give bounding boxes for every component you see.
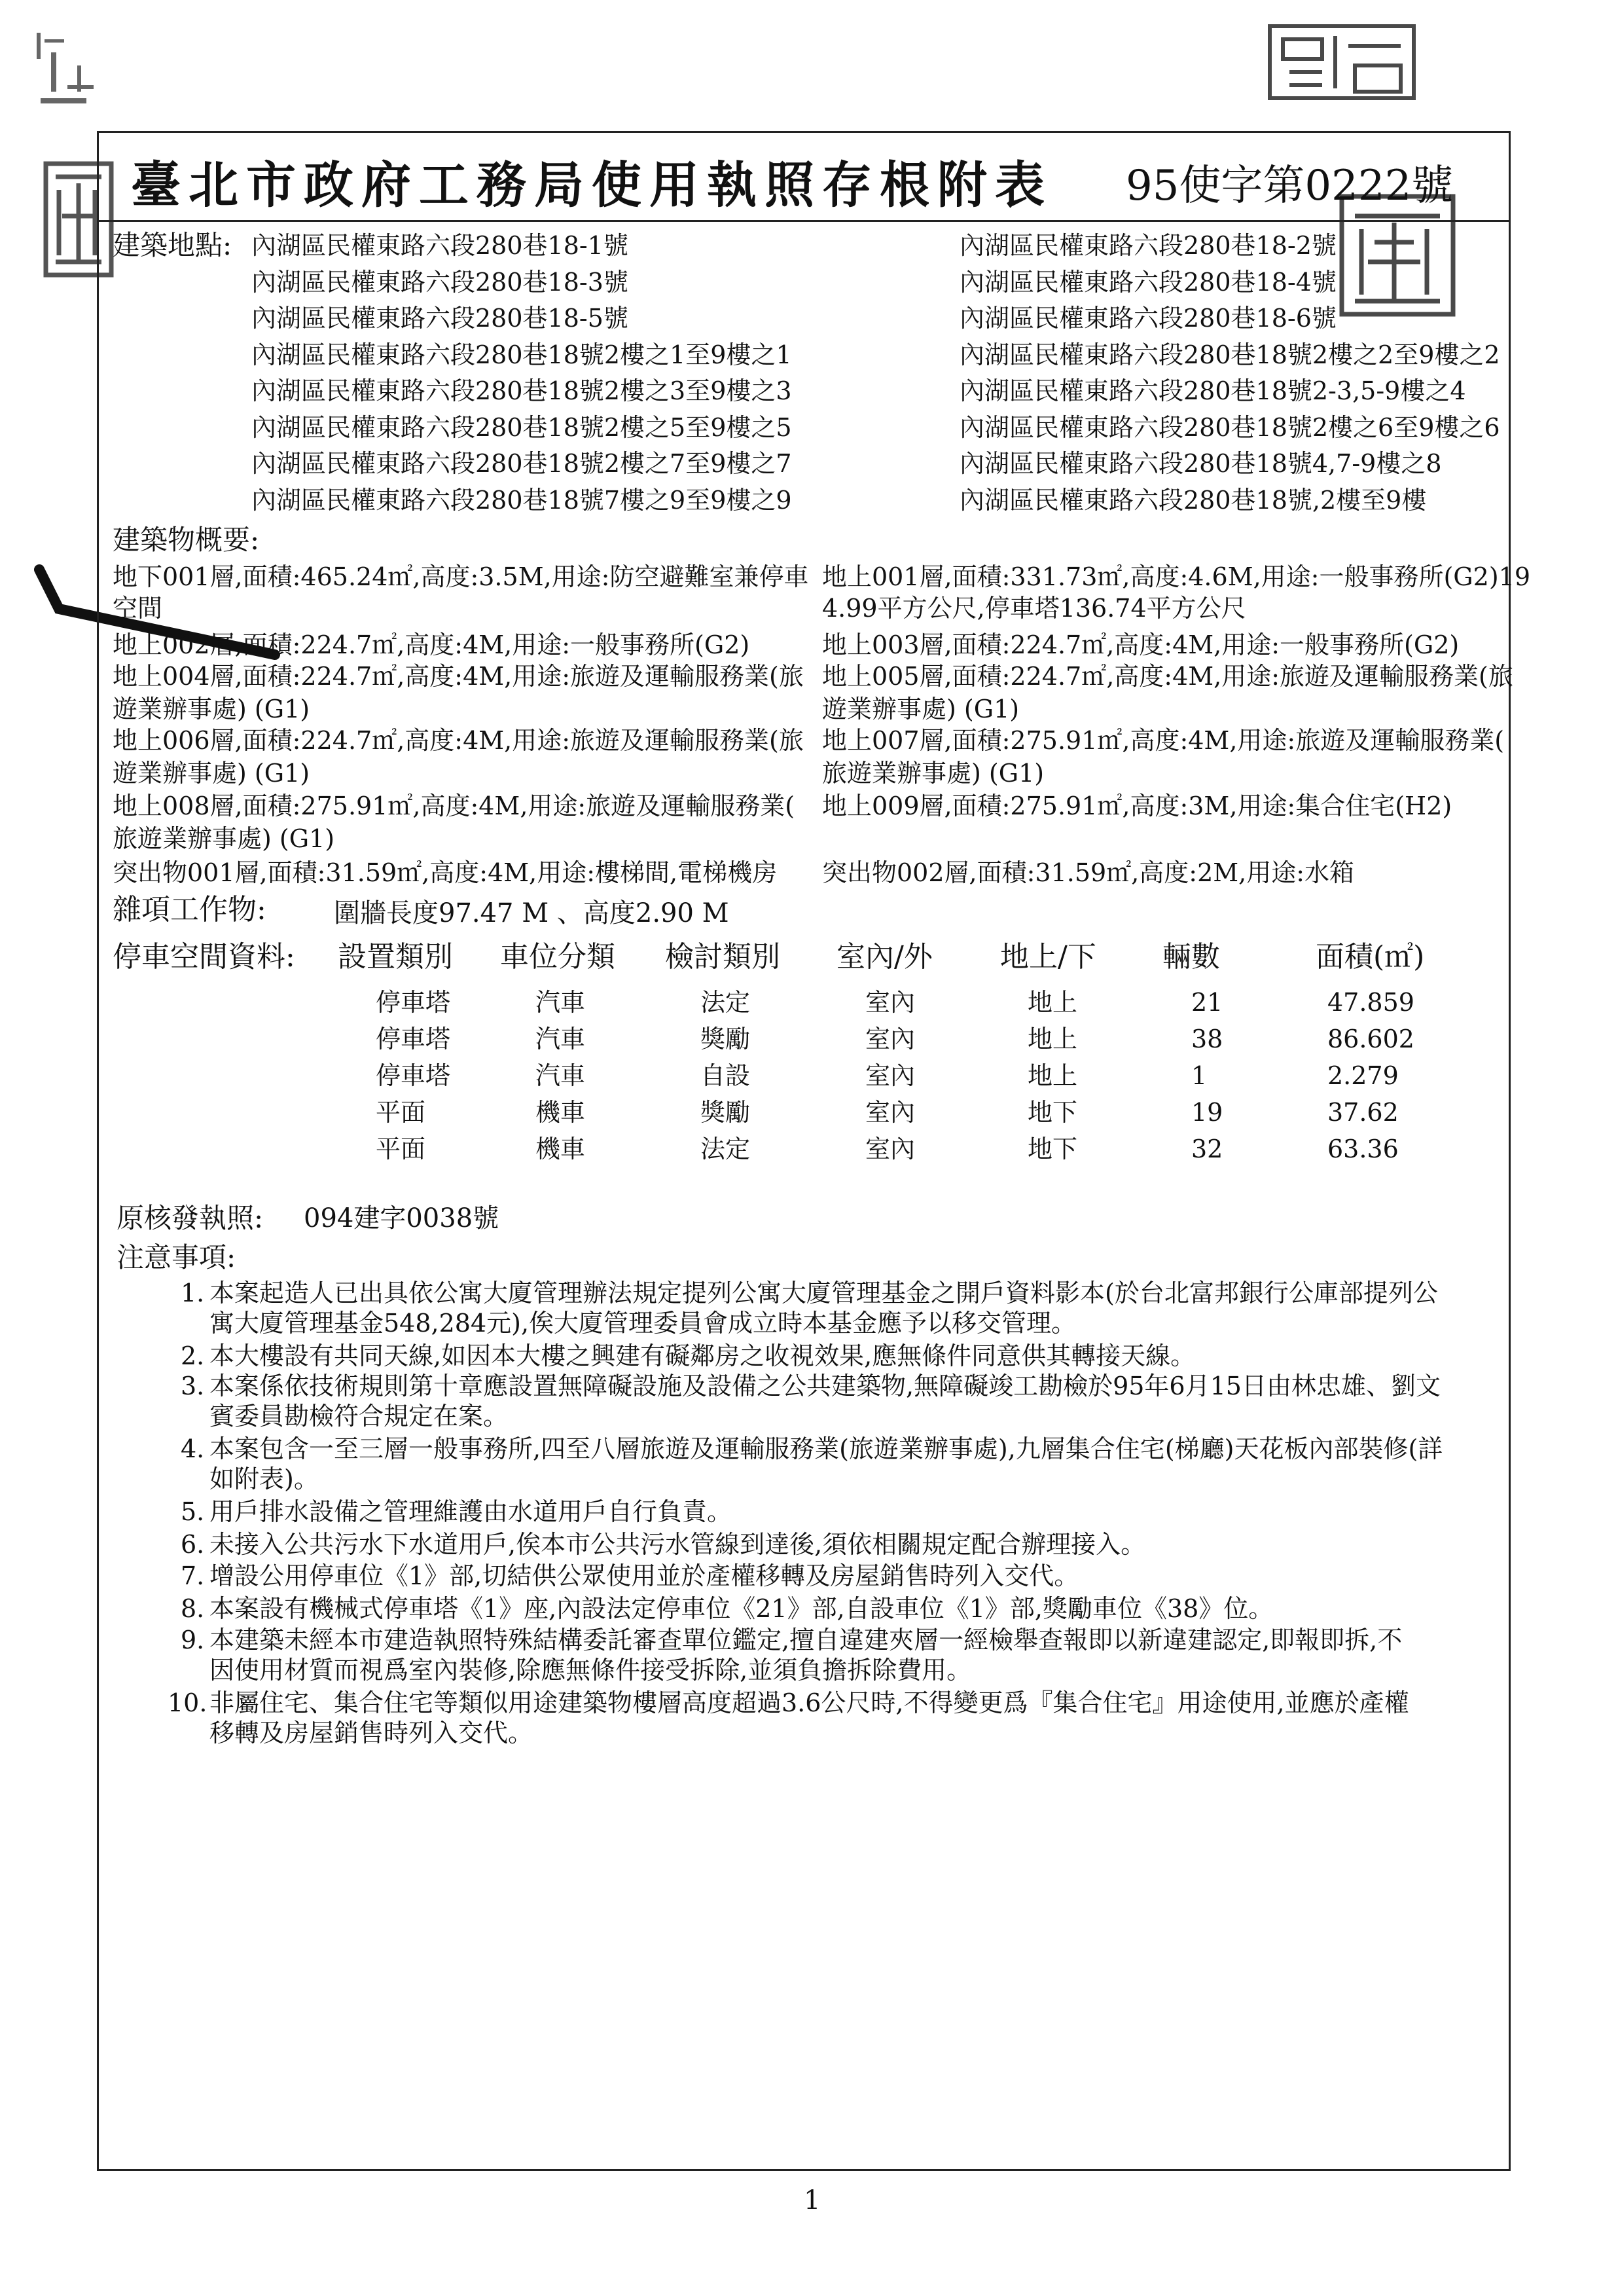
note-number: 5. [181,1497,205,1526]
title-divider [97,220,1511,222]
parking-cell: 平面 [376,1098,426,1127]
parking-cell: 停車塔 [376,1025,451,1053]
note-number: 7. [181,1561,205,1590]
building-summary-label: 建築物概要: [113,524,260,556]
parking-cell: 32 [1191,1135,1223,1163]
parking-cell: 38 [1191,1025,1223,1053]
address-item: 內湖區民權東路六段280巷18-1號 [251,231,628,260]
note-text: 非屬住宅、集合住宅等類似用途建築物樓層高度超過3.6公尺時,不得變更爲『集合住宅』用途使用,並應於產權 [209,1688,1409,1717]
building-line-right: 4.99平方公尺,停車塔136.74平方公尺 [822,594,1246,623]
parking-cell: 室內 [865,1025,916,1053]
address-item: 內湖區民權東路六段280巷18號2樓之6至9樓之6 [960,412,1500,442]
building-line-left: 空間 [113,594,163,623]
parking-column-header: 設置類別 [338,940,453,974]
parking-cell: 1 [1191,1061,1208,1090]
address-item: 內湖區民權東路六段280巷18-2號 [960,231,1337,260]
parking-cell: 機車 [535,1135,586,1163]
building-line-left: 遊業辦事處) (G1) [113,695,310,723]
building-line-left: 地上006層,面積:224.7㎡,高度:4M,用途:旅遊及運輸服務業(旅 [113,726,804,755]
parking-cell: 汽車 [535,988,586,1017]
parking-cell: 地上 [1028,1061,1078,1090]
building-line-right: 突出物002層,面積:31.59㎡,高度:2M,用途:水箱 [822,858,1355,887]
parking-cell: 地上 [1028,988,1078,1017]
address-item: 內湖區民權東路六段280巷18號2樓之1至9樓之1 [251,340,792,369]
address-item: 內湖區民權東路六段280巷18號2樓之7至9樓之7 [251,449,792,478]
note-number: 2. [181,1341,205,1370]
address-item: 內湖區民權東路六段280巷18號2樓之2至9樓之2 [960,340,1500,369]
parking-cell: 86.602 [1327,1025,1414,1053]
note-text: 增設公用停車位《1》部,切結供公眾使用並於產權移轉及房屋銷售時列入交代。 [209,1561,1079,1590]
address-item: 內湖區民權東路六段280巷18號,2樓至9樓 [960,485,1427,515]
building-line-left: 遊業辦事處) (G1) [113,759,310,788]
parking-cell: 自設 [700,1061,751,1090]
misc-works-value: 圍牆長度97.47 M 、高度2.90 M [334,898,729,928]
address-label: 建築地點: [113,229,232,261]
parking-cell: 機車 [535,1098,586,1127]
parking-cell: 停車塔 [376,988,451,1017]
address-item: 內湖區民權東路六段280巷18號2樓之3至9樓之3 [251,376,792,405]
parking-cell: 室內 [865,1098,916,1127]
parking-label: 停車空間資料: [113,940,295,974]
parking-cell: 地上 [1028,1025,1078,1053]
note-number: 8. [181,1594,205,1623]
document-title: 臺北市政府工務局使用執照存根附表 [131,156,1052,214]
original-license-label: 原核發執照: [117,1202,264,1234]
building-line-left: 地上008層,面積:275.91㎡,高度:4M,用途:旅遊及運輸服務業( [113,792,795,820]
parking-cell: 室內 [865,988,916,1017]
parking-cell: 汽車 [535,1025,586,1053]
address-item: 內湖區民權東路六段280巷18號2樓之5至9樓之5 [251,412,792,442]
parking-cell: 地下 [1028,1135,1078,1163]
address-item: 內湖區民權東路六段280巷18號4,7-9樓之8 [960,449,1442,478]
note-text-continued: 移轉及房屋銷售時列入交代。 [209,1719,533,1747]
building-line-left: 地下001層,面積:465.24㎡,高度:3.5M,用途:防空避難室兼停車 [113,562,809,591]
building-line-left: 地上002層,面積:224.7㎡,高度:4M,用途:一般事務所(G2) [113,630,750,659]
note-text: 本建築未經本市建造執照特殊結構委託審查單位鑑定,擅自違建夾層一經檢舉查報即以新違建認定,即報即拆,不 [209,1626,1403,1654]
note-text: 本案起造人已出具依公寓大廈管理辦法規定提列公寓大廈管理基金之開戶資料影本(於台北富邦銀行公庫部提列公 [209,1279,1438,1307]
building-line-right: 遊業辦事處) (G1) [822,695,1020,723]
parking-column-header: 面積(㎡) [1316,940,1425,974]
note-text: 本案包含一至三層一般事務所,四至八層旅遊及運輸服務業(旅遊業辦事處),九層集合住宅(梯廳)天花板內部裝修(詳 [209,1434,1443,1463]
parking-cell: 法定 [700,1135,751,1163]
note-number: 10. [168,1688,207,1717]
parking-cell: 47.859 [1327,988,1414,1017]
misc-works-label: 雜項工作物: [113,893,266,926]
parking-cell: 37.62 [1327,1098,1399,1127]
address-item: 內湖區民權東路六段280巷18-6號 [960,304,1337,333]
parking-cell: 法定 [700,988,751,1017]
parking-cell: 獎勵 [700,1025,751,1053]
parking-cell: 63.36 [1327,1135,1399,1163]
note-text: 未接入公共污水下水道用戶,俟本市公共污水管線到達後,須依相關規定配合辦理接入。 [209,1530,1146,1559]
parking-cell: 2.279 [1327,1061,1399,1090]
building-line-left: 旅遊業辦事處) (G1) [113,824,335,853]
parking-cell: 室內 [865,1135,916,1163]
note-number: 1. [181,1279,205,1307]
note-text-continued: 如附表)。 [209,1465,319,1493]
note-text: 本大樓設有共同天線,如因本大樓之興建有礙鄰房之收視效果,應無條件同意供其轉接天線。 [209,1341,1196,1370]
building-line-right: 地上003層,面積:224.7㎡,高度:4M,用途:一般事務所(G2) [822,630,1460,659]
building-line-left: 突出物001層,面積:31.59㎡,高度:4M,用途:樓梯間,電梯機房 [113,858,778,887]
address-item: 內湖區民權東路六段280巷18-5號 [251,304,628,333]
building-line-right: 地上005層,面積:224.7㎡,高度:4M,用途:旅遊及運輸服務業(旅 [822,662,1513,691]
building-line-left: 地上004層,面積:224.7㎡,高度:4M,用途:旅遊及運輸服務業(旅 [113,662,804,691]
building-line-right: 地上001層,面積:331.73㎡,高度:4.6M,用途:一般事務所(G2)19 [822,562,1531,591]
parking-column-header: 室內/外 [836,940,933,974]
parking-cell: 獎勵 [700,1098,751,1127]
parking-cell: 室內 [865,1061,916,1090]
note-number: 9. [181,1626,205,1654]
note-number: 6. [181,1530,205,1559]
parking-cell: 平面 [376,1135,426,1163]
original-license-value: 094建字0038號 [304,1203,499,1233]
parking-cell: 停車塔 [376,1061,451,1090]
note-text-continued: 寓大廈管理基金548,284元),俟大廈管理委員會成立時本基金應予以移交管理。 [209,1309,1077,1338]
parking-cell: 21 [1191,988,1223,1017]
seal-stamp-top-right [1263,20,1420,105]
corner-stamp-mark [31,26,103,118]
parking-cell: 19 [1191,1098,1223,1127]
page-number: 1 [804,2185,821,2215]
parking-column-header: 檢討類別 [665,940,780,974]
parking-cell: 汽車 [535,1061,586,1090]
parking-cell: 地下 [1028,1098,1078,1127]
document-number: 95使字第0222號 [1126,162,1454,210]
note-text-continued: 因使用材質而視爲室內裝修,除應無條件接受拆除,並須負擔拆除費用。 [209,1656,972,1685]
note-text: 用戶排水設備之管理維護由水道用戶自行負責。 [209,1497,732,1526]
note-text: 本案設有機械式停車塔《1》座,內設法定停車位《21》部,自設車位《1》部,獎勵車位《38》位。 [209,1594,1274,1623]
parking-column-header: 輛數 [1162,940,1220,974]
notes-label: 注意事項: [117,1241,236,1273]
note-number: 4. [181,1434,205,1463]
note-number: 3. [181,1372,205,1400]
address-item: 內湖區民權東路六段280巷18-4號 [960,267,1337,297]
building-line-right: 旅遊業辦事處) (G1) [822,759,1045,788]
address-item: 內湖區民權東路六段280巷18-3號 [251,267,628,297]
building-line-right: 地上007層,面積:275.91㎡,高度:4M,用途:旅遊及運輸服務業( [822,726,1505,755]
address-item: 內湖區民權東路六段280巷18號7樓之9至9樓之9 [251,485,792,515]
building-line-right: 地上009層,面積:275.91㎡,高度:3M,用途:集合住宅(H2) [822,792,1452,820]
parking-column-header: 地上/下 [1000,940,1096,974]
note-text: 本案係依技術規則第十章應設置無障礙設施及設備之公共建築物,無障礙竣工勘檢於95年6月15日由林忠雄、劉文 [209,1372,1441,1400]
parking-column-header: 車位分類 [500,940,615,974]
note-text-continued: 賓委員勘檢符合規定在案。 [209,1402,509,1430]
address-item: 內湖區民權東路六段280巷18號2-3,5-9樓之4 [960,376,1466,405]
